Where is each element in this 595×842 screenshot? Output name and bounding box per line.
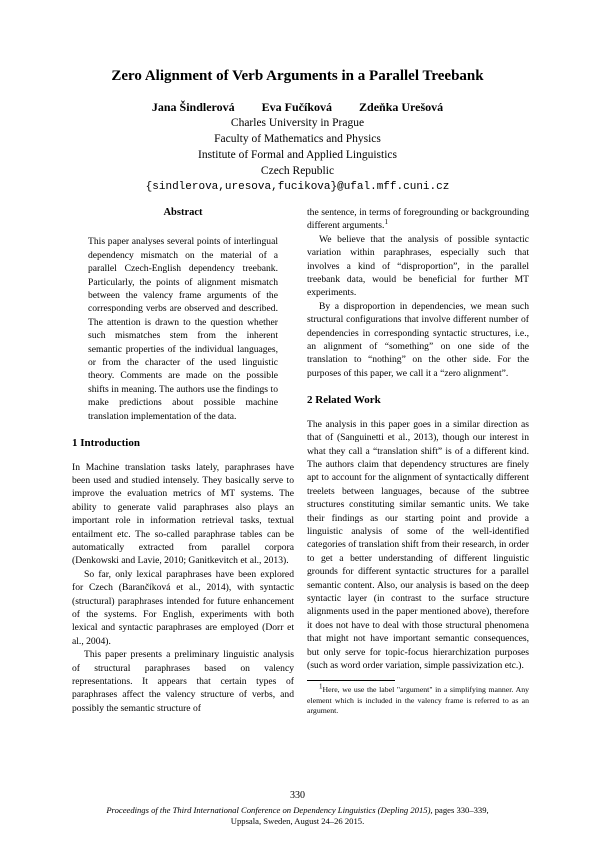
paragraph: So far, only lexical paraphrases have been explored for Czech (Barančíková et al., 2014), with syntactic (structural) paraphrases intended for future enhancement of the systems. For English, experiments with both lexical and syntactic paraphrases are employed (Dorr et al., 2004).	[72, 568, 294, 647]
affiliation-block	[0, 115, 595, 195]
affiliation-line: Institute of Formal and Applied Linguistics	[198, 149, 397, 161]
paragraph: By a disproportion in dependencies, we mean such structural configurations that involve different number of dependencies in corresponding syntactic structures, i.e., an alignment of “something” on one side of the translation to “nothing” on the other side. For the purposes of this paper, we call it a “zero alignment”.	[307, 300, 529, 379]
section-heading-introduction: 1 Introduction	[72, 437, 140, 450]
author-name: Jana Šindlerová	[151, 100, 235, 114]
author-list	[0, 100, 595, 115]
abstract-section	[72, 206, 294, 423]
footer-location: Uppsala, Sweden, August 24–26 2015.	[230, 816, 365, 826]
paragraph: This paper presents a preliminary linguistic analysis of structural paraphrases based on valency representations. It appears that certain types of paraphrases affect the valency structure of verbs, and possibly the semantic structure of	[72, 649, 294, 714]
affiliation-line: Faculty of Mathematics and Physics	[214, 133, 381, 145]
page-number: 330	[290, 790, 305, 801]
author-email: {sindlerova,uresova,fucikova}@ufal.mff.cuni.cz	[145, 181, 450, 193]
author-name: Zdeňka Urešová	[359, 100, 444, 114]
footer-line	[0, 805, 595, 816]
paragraph: In Machine translation tasks lately, paraphrases have been used and studied intensely. They basically serve to improve the evaluation metrics of MT systems. The ability to generate valid paraphrases also plays an important role in information retrieval tasks, textual entailment etc. The so-called paraphrase tables can be automatically extracted from parallel corpora (Denkowski and Lavie, 2010; Ganitkevitch et al., 2013).	[72, 461, 294, 567]
footnote-text: Here, we use the label "argument" in a simplifying manner. Any element which is included in the valency frame is referred to as an argument.	[307, 685, 529, 716]
right-column	[307, 206, 529, 717]
proceedings-footer	[0, 805, 595, 827]
paragraph: We believe that the analysis of possible syntactic variation within paraphrases, especially such that involves a kind of “disproportion”, in the parallel treebank data, would be beneficial for further MT experiments.	[307, 233, 529, 299]
author-name: Eva Fučíková	[261, 100, 333, 114]
footer-pages: , pages 330–339,	[430, 805, 489, 815]
abstract-heading: Abstract	[163, 207, 203, 218]
paragraph-text: the sentence, in terms of foregrounding or backgrounding different arguments.	[307, 207, 529, 232]
abstract-text: This paper analyses several points of interlingual dependency mismatch on the material of a parallel Czech-English dependency treebank. Particularly, the points of alignment mismatch between the valency frame arguments of the corresponding verbs are observed and described. The attention is drawn to the question whether such mismatches stem from the inherent semantic properties of the individual languages, or from the character of the used linguistic theory. Comments are made on the possible shifts in meaning. The authors use the findings to make predictions about possible machine translation implementation of the data.	[88, 236, 278, 422]
paragraph: The analysis in this paper goes in a similar direction as that of (Sanguinetti et al., 2013), though our interest in what they call a “translation shift” is of a different kind. The authors claim that dependency structures are finely apt to account for the alignment of syntactically different treelets between languages, because of the subtree structures constituting similar semantic units. We take their findings as our starting point and provide a linguistic analysis of some of the well-identified categories of translation shift from their research, in order to get a better understanding of different linguistic grounds for different syntactic structures for a parallel semantic content. Also, our analysis is based on the deep syntactic layer (in contrast to the surface structure alignments used in the paper mentioned above), therefore it does not have to deal with those structural phenomena that might not have important semantic consequences, but only serve for topic-focus hierarchization purposes (such as word order variation, simple passivization etc.).	[307, 418, 529, 671]
footnote-marker: 1	[384, 218, 388, 227]
left-column	[72, 206, 294, 715]
footnote-separator	[307, 680, 395, 681]
section-heading-related-work: 2 Related Work	[307, 394, 381, 407]
affiliation-line: Charles University in Prague	[230, 117, 365, 129]
paper-title: Zero Alignment of Verb Arguments in a Parallel Treebank	[111, 68, 484, 84]
footnote	[307, 682, 529, 716]
paragraph	[307, 206, 529, 233]
footnote-marker: 1	[319, 682, 323, 691]
footer-venue: Proceedings of the Third International Conference on Dependency Linguistics (Depling 2015)	[106, 805, 431, 815]
affiliation-line: Czech Republic	[260, 165, 335, 177]
